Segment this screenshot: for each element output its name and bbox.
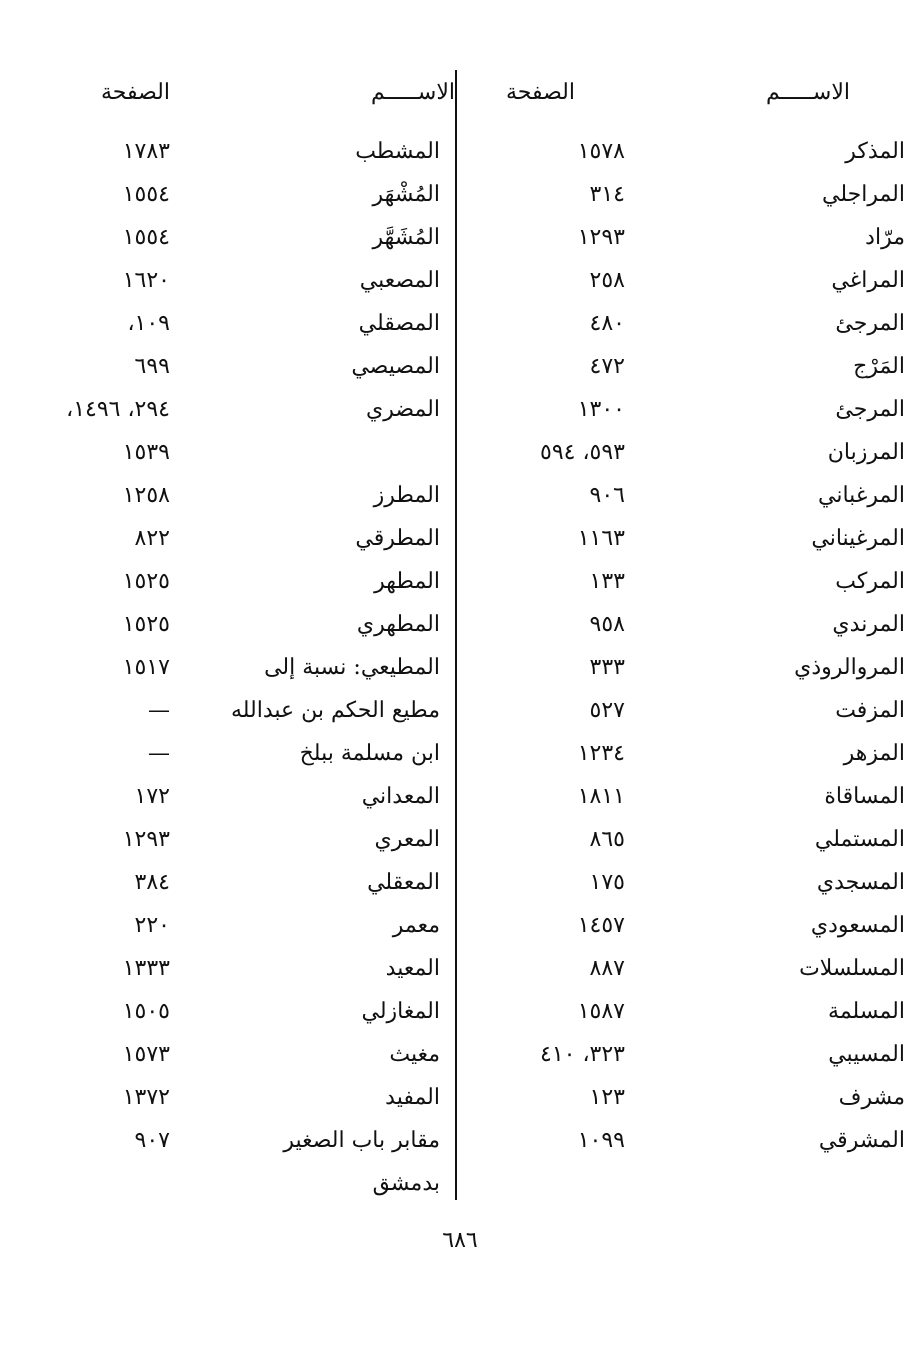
entry-name: المشرقي xyxy=(818,1128,905,1153)
index-row xyxy=(465,820,905,860)
index-row xyxy=(465,519,905,559)
entry-page: ١٨١١ xyxy=(577,784,625,809)
entry-page: ١٢٩٣ xyxy=(122,827,170,852)
entry-name: المشطب xyxy=(355,139,440,164)
index-row xyxy=(70,218,510,258)
entry-page: ١٥٥٤ xyxy=(122,182,170,207)
entry-name: المطهري xyxy=(356,612,440,637)
entry-name: المسلمة xyxy=(828,999,905,1024)
entry-page: ٩٥٨ xyxy=(589,612,625,637)
index-row xyxy=(70,992,510,1032)
entry-name: بدمشق xyxy=(372,1171,440,1196)
entry-name: المصيصي xyxy=(351,354,440,379)
entry-name: المسيبي xyxy=(828,1042,905,1067)
entry-name: المضري xyxy=(366,397,440,422)
entry-page: ٤٨٠ xyxy=(589,311,625,336)
entry-page: ١٥٧٣ xyxy=(122,1042,170,1067)
entry-name: المراغي xyxy=(831,268,905,293)
entry-page: ٥٩٣، ٥٩٤ xyxy=(540,440,625,465)
index-row xyxy=(465,132,905,172)
entry-name: المُشْهَر xyxy=(372,182,440,207)
entry-name: المروالروذي xyxy=(794,655,905,680)
entry-name: المذكر xyxy=(845,139,905,164)
entry-page: ٨٦٥ xyxy=(589,827,625,852)
index-row xyxy=(465,777,905,817)
index-row xyxy=(70,347,510,387)
entry-page: ١٥٠٥ xyxy=(122,999,170,1024)
index-row xyxy=(70,304,510,344)
entry-name: المركب xyxy=(835,569,905,594)
entry-page: ٦٩٩ xyxy=(134,354,170,379)
entry-page: ١٢٩٣ xyxy=(577,225,625,250)
entry-page: ٢٢٠ xyxy=(134,913,170,938)
entry-page: ٣٨٤ xyxy=(134,870,170,895)
index-row xyxy=(465,261,905,301)
entry-name: المعيد xyxy=(385,956,440,981)
entry-page: ٨٢٢ xyxy=(134,526,170,551)
entry-name: المسعودي xyxy=(810,913,905,938)
entry-page: ١٥٨٧ xyxy=(577,999,625,1024)
entry-page: ١٥٣٩ xyxy=(122,440,170,465)
entry-page: ١٥١٧ xyxy=(122,655,170,680)
entry-name: ابن مسلمة ببلخ xyxy=(299,741,440,766)
entry-page: ٢٩٤، ١٤٩٦، xyxy=(66,397,170,422)
index-row xyxy=(465,992,905,1032)
entry-name: مقابر باب الصغير xyxy=(283,1128,440,1153)
index-row xyxy=(465,218,905,258)
entry-page: ٩٠٦ xyxy=(589,483,625,508)
index-row xyxy=(465,175,905,215)
entry-name: المراجلي xyxy=(821,182,905,207)
entry-name: المصقلي xyxy=(358,311,440,336)
entry-name: المزفت xyxy=(835,698,905,723)
entry-name: المرجئ xyxy=(835,311,905,336)
entry-name: المعري xyxy=(374,827,440,852)
page-column-header: الصفحة xyxy=(100,80,170,105)
index-row xyxy=(465,691,905,731)
index-row xyxy=(465,562,905,602)
entry-page: ١٥٧٨ xyxy=(577,139,625,164)
entry-name: المرندي xyxy=(832,612,905,637)
entry-page: ١١٦٣ xyxy=(577,526,625,551)
page-column-header: الصفحة xyxy=(505,80,575,105)
index-row xyxy=(70,777,510,817)
entry-page: ٥٢٧ xyxy=(589,698,625,723)
index-row xyxy=(70,1035,510,1075)
index-row xyxy=(70,562,510,602)
entry-page: ١٠٩، xyxy=(127,311,170,336)
index-row xyxy=(70,605,510,645)
left-column xyxy=(66,70,510,1200)
index-row xyxy=(70,648,510,688)
entry-page: ١٢٣ xyxy=(589,1085,625,1110)
entry-name: المستملي xyxy=(814,827,905,852)
entry-page: ٣١٤ xyxy=(589,182,625,207)
index-row xyxy=(70,691,510,731)
entry-page: ١٣٣٣ xyxy=(122,956,170,981)
entry-page: ٣٣٣ xyxy=(589,655,625,680)
index-row xyxy=(465,648,905,688)
entry-page: ١٥٢٥ xyxy=(122,569,170,594)
index-row xyxy=(70,820,510,860)
entry-page: ١٢٣٤ xyxy=(577,741,625,766)
entry-name: المَرْج xyxy=(853,354,905,379)
index-row xyxy=(465,304,905,344)
index-row xyxy=(70,476,510,516)
entry-page: ١٧٨٣ xyxy=(122,139,170,164)
entry-page: ١٢٥٨ xyxy=(122,483,170,508)
entry-page: ١٣٧٢ xyxy=(122,1085,170,1110)
right-column xyxy=(465,70,905,1200)
entry-name: المغازلي xyxy=(361,999,440,1024)
index-row xyxy=(70,433,510,473)
entry-name: المسلسلات xyxy=(799,956,905,981)
entry-name: المسجدي xyxy=(816,870,905,895)
entry-name: معمر xyxy=(392,913,440,938)
entry-page: — xyxy=(148,741,170,766)
entry-name: المطيعي: نسبة إلى xyxy=(264,655,440,680)
entry-page: ١٥٥٤ xyxy=(122,225,170,250)
index-row xyxy=(465,605,905,645)
index-row xyxy=(70,175,510,215)
index-row xyxy=(70,261,510,301)
page-number: ٦٨٦ xyxy=(442,1228,478,1253)
index-row xyxy=(465,433,905,473)
entry-name: المرغباني xyxy=(818,483,905,508)
entry-page: ١٠٩٩ xyxy=(577,1128,625,1153)
entry-page: ١٤٥٧ xyxy=(577,913,625,938)
entry-name: المطهر xyxy=(374,569,440,594)
index-row xyxy=(465,949,905,989)
entry-page: ٣٢٣، ٤١٠ xyxy=(540,1042,625,1067)
entry-name: المعقلي xyxy=(367,870,440,895)
entry-name: مشرف xyxy=(838,1085,905,1110)
entry-name: المزهر xyxy=(843,741,905,766)
entry-page: — xyxy=(148,698,170,723)
index-row xyxy=(465,347,905,387)
index-row xyxy=(70,1078,510,1118)
index-row xyxy=(465,734,905,774)
index-row xyxy=(465,476,905,516)
index-row xyxy=(465,1121,905,1161)
entry-name: مرّاد xyxy=(865,225,905,250)
index-row xyxy=(70,906,510,946)
entry-page: ١٧٢ xyxy=(134,784,170,809)
index-row xyxy=(465,1035,905,1075)
entry-page: ١٦٢٠ xyxy=(122,268,170,293)
entry-name: المعداني xyxy=(361,784,440,809)
index-row xyxy=(465,1078,905,1118)
entry-name: المطرز xyxy=(373,483,440,508)
entry-name: المُشَهَّر xyxy=(372,225,440,250)
entry-name: المرزبان xyxy=(827,440,905,465)
entry-page: ١٣٣ xyxy=(589,569,625,594)
entry-name: المطرقي xyxy=(355,526,440,551)
name-column-header: الاســـــم xyxy=(766,80,850,105)
index-row xyxy=(70,1164,510,1204)
index-row xyxy=(70,949,510,989)
entry-page: ٢٥٨ xyxy=(589,268,625,293)
entry-name: المرجئ xyxy=(835,397,905,422)
index-row xyxy=(465,390,905,430)
entry-name: المساقاة xyxy=(824,784,905,809)
entry-name: مطيع الحكم بن عبدالله xyxy=(230,698,440,723)
entry-page: ١٧٥ xyxy=(589,870,625,895)
entry-page: ٤٧٢ xyxy=(589,354,625,379)
index-row xyxy=(66,390,510,430)
entry-page: ٩٠٧ xyxy=(134,1128,170,1153)
entry-name: المرغيناني xyxy=(811,526,905,551)
name-column-header: الاســـــم xyxy=(371,80,455,105)
index-row xyxy=(70,1121,510,1161)
index-row xyxy=(70,132,510,172)
entry-name: المصعبي xyxy=(359,268,440,293)
index-row xyxy=(70,734,510,774)
entry-page: ١٥٢٥ xyxy=(122,612,170,637)
index-row xyxy=(465,906,905,946)
entry-page: ١٣٠٠ xyxy=(577,397,625,422)
index-row xyxy=(70,519,510,559)
entry-name: المفيد xyxy=(385,1085,440,1110)
entry-name: مغيث xyxy=(389,1042,440,1067)
index-row xyxy=(70,863,510,903)
entry-page: ٨٨٧ xyxy=(589,956,625,981)
index-row xyxy=(465,863,905,903)
